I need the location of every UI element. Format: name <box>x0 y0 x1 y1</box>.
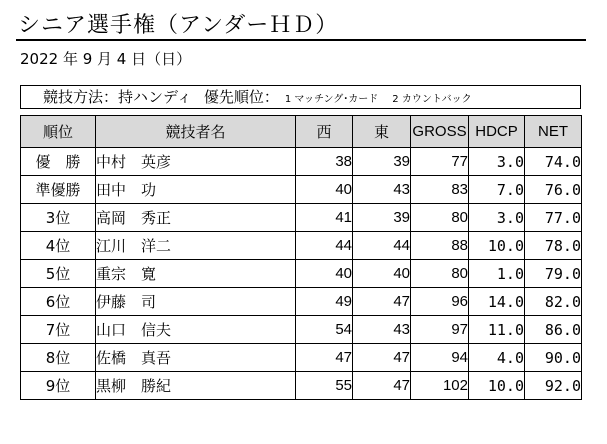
cell-rank: 8位 <box>21 344 96 372</box>
cell-rank: 3位 <box>21 204 96 232</box>
cell-rank: 7位 <box>21 316 96 344</box>
table-row <box>21 204 582 232</box>
cell-hdcp: 7.0 <box>469 176 525 204</box>
cell-hdcp: 10.0 <box>469 372 525 400</box>
cell-west: 41 <box>296 204 353 232</box>
cell-hdcp: 11.0 <box>469 316 525 344</box>
cell-net: 86.0 <box>525 316 582 344</box>
cell-west: 49 <box>296 288 353 316</box>
cell-west: 55 <box>296 372 353 400</box>
cell-hdcp: 4.0 <box>469 344 525 372</box>
header-east: 東 <box>353 116 411 148</box>
cell-east: 47 <box>353 344 411 372</box>
cell-name: 田中 功 <box>96 176 296 204</box>
cell-name: 重宗 寛 <box>96 260 296 288</box>
cell-name: 黒柳 勝紀 <box>96 372 296 400</box>
cell-rank: 6位 <box>21 288 96 316</box>
cell-east: 47 <box>353 288 411 316</box>
cell-rank: 準優勝 <box>21 176 96 204</box>
cell-gross: 77 <box>411 148 469 176</box>
event-date: 2022 年 9 月 4 日（日） <box>20 50 192 68</box>
cell-net: 74.0 <box>525 148 582 176</box>
cell-east: 39 <box>353 204 411 232</box>
cell-west: 54 <box>296 316 353 344</box>
cell-gross: 88 <box>411 232 469 260</box>
cell-hdcp: 1.0 <box>469 260 525 288</box>
header-name: 競技者名 <box>96 116 296 148</box>
header-rank: 順位 <box>21 116 96 148</box>
table-row <box>21 148 582 176</box>
cell-name: 山口 信夫 <box>96 316 296 344</box>
cell-name: 伊藤 司 <box>96 288 296 316</box>
cell-east: 39 <box>353 148 411 176</box>
cell-hdcp: 10.0 <box>469 232 525 260</box>
table-row <box>21 232 582 260</box>
method-value: 持ハンディ <box>118 88 192 106</box>
cell-east: 47 <box>353 372 411 400</box>
cell-net: 90.0 <box>525 344 582 372</box>
cell-net: 92.0 <box>525 372 582 400</box>
cell-rank: 4位 <box>21 232 96 260</box>
cell-net: 79.0 <box>525 260 582 288</box>
cell-gross: 80 <box>411 204 469 232</box>
cell-gross: 83 <box>411 176 469 204</box>
cell-west: 38 <box>296 148 353 176</box>
header-west: 西 <box>296 116 353 148</box>
cell-net: 78.0 <box>525 232 582 260</box>
table-row <box>21 288 582 316</box>
header-net: NET <box>525 116 582 148</box>
cell-name: 江川 洋二 <box>96 232 296 260</box>
cell-west: 40 <box>296 260 353 288</box>
table-row <box>21 176 582 204</box>
table-row <box>21 344 582 372</box>
cell-gross: 94 <box>411 344 469 372</box>
title-underline <box>16 39 586 41</box>
cell-net: 82.0 <box>525 288 582 316</box>
table-row <box>21 316 582 344</box>
method-label: 競技方法： <box>43 88 119 106</box>
header-hdcp: HDCP <box>469 116 525 148</box>
cell-west: 44 <box>296 232 353 260</box>
priority-label: 優先順位： <box>203 88 279 106</box>
cell-gross: 96 <box>411 288 469 316</box>
table-row <box>21 372 582 400</box>
cell-name: 高岡 秀正 <box>96 204 296 232</box>
cell-east: 43 <box>353 316 411 344</box>
results-table <box>20 115 582 400</box>
cell-hdcp: 14.0 <box>469 288 525 316</box>
cell-east: 44 <box>353 232 411 260</box>
priority-item-1: 1 マッチング･カード <box>284 94 379 105</box>
cell-rank: 優 勝 <box>21 148 96 176</box>
cell-gross: 97 <box>411 316 469 344</box>
cell-west: 47 <box>296 344 353 372</box>
cell-name: 中村 英彦 <box>96 148 296 176</box>
priority-item-2: 2 カウントバック <box>392 94 472 105</box>
cell-net: 77.0 <box>525 204 582 232</box>
cell-net: 76.0 <box>525 176 582 204</box>
cell-east: 40 <box>353 260 411 288</box>
cell-east: 43 <box>353 176 411 204</box>
cell-hdcp: 3.0 <box>469 204 525 232</box>
cell-gross: 102 <box>411 372 469 400</box>
cell-hdcp: 3.0 <box>469 148 525 176</box>
table-header-row <box>21 116 582 148</box>
page-title: シニア選手権（アンダーＨＤ） <box>18 13 339 38</box>
table-row <box>21 260 582 288</box>
cell-rank: 9位 <box>21 372 96 400</box>
header-gross: GROSS <box>411 116 469 148</box>
cell-west: 40 <box>296 176 353 204</box>
cell-gross: 80 <box>411 260 469 288</box>
cell-name: 佐橋 真吾 <box>96 344 296 372</box>
competition-method-box <box>20 85 581 109</box>
cell-rank: 5位 <box>21 260 96 288</box>
